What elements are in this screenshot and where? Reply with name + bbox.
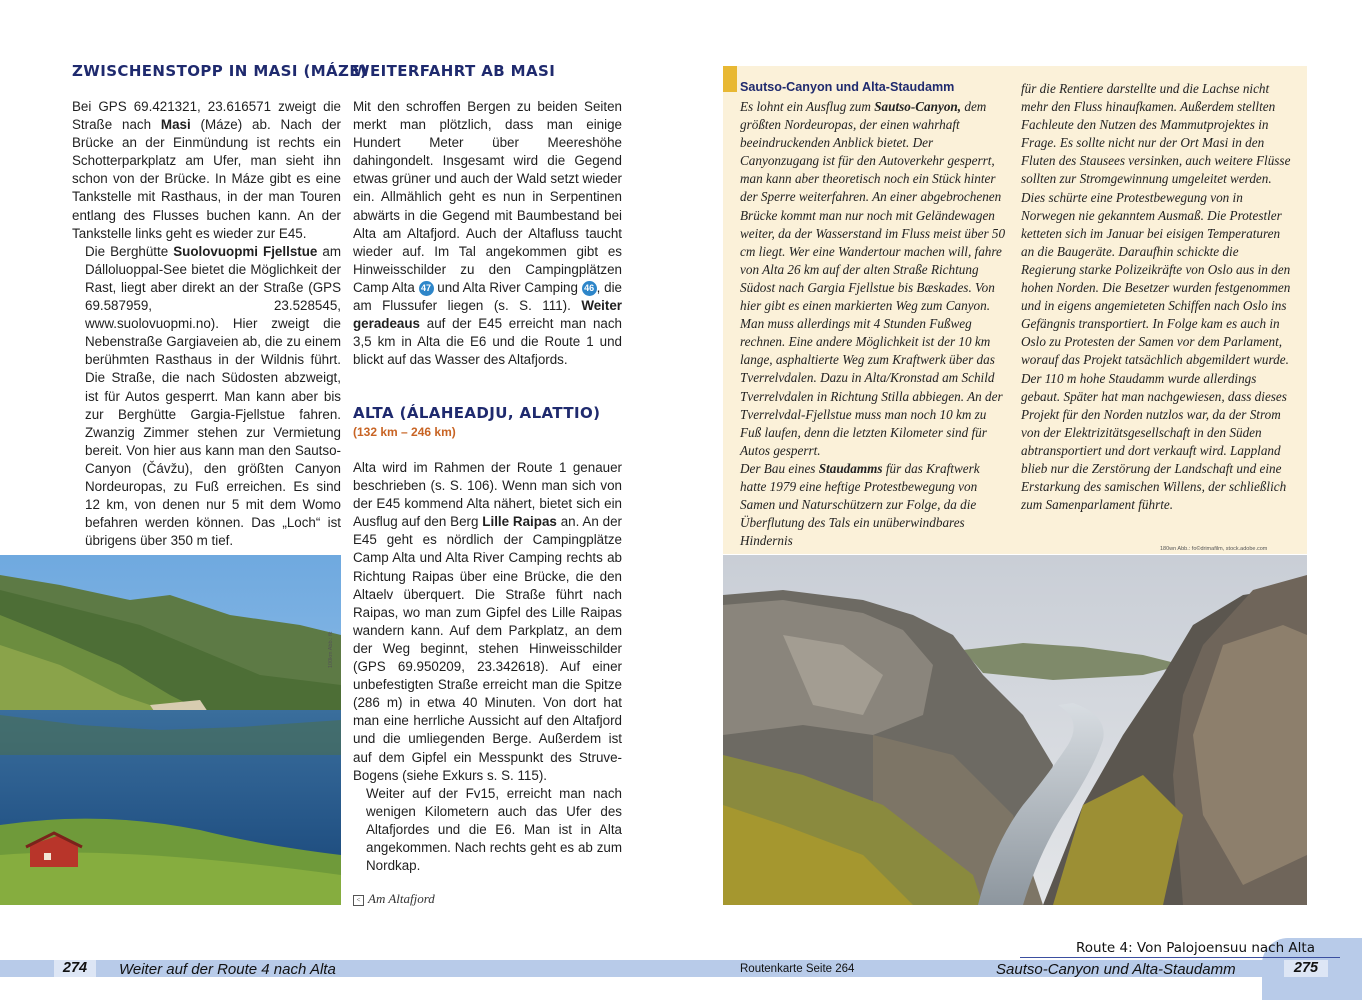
text-run: am Dálloluoppal-See bietet die Möglichkeit der Rast, liegt aber direkt an der Straße (GPS 69.587959, 23.528545, www.suolovuopmi.no). Hier zweigt die Nebenstraße Gargiaveien ab, die zu einem berühmten Rasthaus in der Wildnis führt. Die Straße, die nach Südosten abzweigt, ist für Autos gesperrt. Man kann aber bis zur Berghütte Gargia-Fjellstue fahren. Zwanzig Zimmer stehen zur Vermietung bereit. Von hier aus kann man den Sautso-Canyon (Čávžu), den größten Canyon Nordeuropas, zu Fuß erreichen. Es sind 12 km, von denen nur 5 mit dem Womo befahren werden können. Das „Loch“ ist übrigens über 350 m tief.	[85, 243, 341, 549]
text-column-2	[353, 98, 622, 369]
box-column-2	[1021, 80, 1293, 514]
box-accent-bar	[723, 66, 737, 92]
bold-term: Masi	[160, 117, 191, 133]
text-run: dem größten Nordeuropas, der einen wahrhaft beeindruckenden Anblick bietet. Der Canyonzugang ist für den Autoverkehr gesperrt, man kann aber theoretisch noch ein Stück hinter der Sperre weiterfahren. An einer abgebrochenen Brücke kommt man nur noch mit Geländewagen weiter, da der Wasserstand im Fluss meist über 50 cm liegt. Wer eine Wandertour machen will, fahre von Alta 26 km auf der alten Straße Richtung Südost nach Gargia Fjellstue bis Bæskades. Von hier gibt es einen markierten Weg zum Canyon. Man muss allerdings mit 4 Stunden Fußweg rechnen. Eine andere Möglichkeit ist der 10 km lange, asphaltierte Weg zum Kraftwerk über das Tverrelvdalen. Dazu in Alta/Kronstad am Schild Tverrelvdalen in Richtung Stilla abbiegen. An der Tverrelvdal-Fjellstue muss man noch 10 km zu Fuß laufen, denn die letzten Kilometer sind für Autos gesperrt.	[740, 99, 1006, 458]
section-heading-masi: ZWISCHENSTOPP IN MASI (MÁZE)	[72, 62, 368, 80]
text-run: Mit den schroffen Bergen zu beiden Seiten merkt man plötzlich, dass man einige Hundert Meter über Meereshöhe dahingondelt. Insgesamt wird die Gegend etwas grüner und auch der Wald setzt wieder ein. Allmählich geht es nun in Serpentinen abwärts in die Gegend mit Baumbestand bei Alta am Altafjord. Auch der Altafluss taucht wieder auf. Im Tal angekommen gibt es Hinweisschilder zu den Campingplätzen Camp Alta	[353, 99, 622, 295]
section-subheading-km: (132 km – 246 km)	[353, 425, 456, 439]
text-run: Die Berghütte	[85, 243, 174, 259]
page-number-right: 275	[1284, 960, 1328, 977]
route-title-rule	[1020, 957, 1340, 958]
poi-number-badge: 47	[419, 281, 434, 296]
text-run: für die Rentiere darstellte und die Lachse nicht mehr den Fluss hinaufkamen. Außerdem stellten Fachleute den Nutzen des Mammutprojektes in Frage. Es sollte nicht nur der Ort Masi in den Fluten des Stausees versinken, auch weitere Flüsse sollten zur Stromgewinnung umgeleitet werden. Dies schürte eine Protestbewegung von in Norwegen nie gekanntem Ausmaß. Die Protestler ketteten sich im Januar bei eisigen Temperaturen an die Baugeräte. Daraufhin schickte die Regierung starke Polizeikräfte von Oslo aus in den hohen Norden. Die Besetzer wurden festgenommen und in eigens angemieteten Schiffen nach Oslo ins Gefängnis transportiert. In Folge kam es auch in Oslo zu Protesten der Samen vor dem Parlament, worauf das Projekt tatsächlich abgemildert wurde. Der 110 m hohe Staudamm wurde allerdings gebaut. Später hat man nachgewiesen, dass dieses Projekt für den Norden nutzlos war, da der Strom von der Elektrizitätsgesellschaft in den Süden abtransportiert und dort verkauft wird. Lappland blieb nur die Zerstörung der Landschaft und eine Erstarkung des samischen Willens, der schließlich zum Samenparlament führte.	[1021, 81, 1291, 513]
paragraph-alta-2	[353, 785, 622, 875]
box-paragraph-2	[740, 460, 1008, 550]
footer-routenkarte: Routenkarte Seite 264	[740, 963, 855, 975]
text-run: Weiter auf der Fv15, erreicht man nach wenigen Kilometern auch das Ufer des Altafjordes und die E6. Man ist in Alta angekommen. Nach rechts geht es ab zum Nordkap.	[366, 785, 622, 874]
bold-term: Lille Raipas	[482, 514, 557, 530]
section-heading-alta: ALTA (ÁLAHEADJU, ALATTIO)	[353, 404, 601, 422]
box-paragraph-1	[740, 98, 1008, 460]
footer-left-text: Weiter auf der Route 4 nach Alta	[119, 961, 336, 978]
paragraph-masi-1	[72, 98, 341, 243]
caption-arrow-icon: <	[353, 895, 364, 906]
info-box	[723, 66, 1307, 554]
paragraph-masi-2	[72, 243, 341, 551]
paragraph-alta-1	[353, 459, 622, 785]
caption-text: Am Altafjord	[368, 891, 435, 906]
canyon-landscape-image	[723, 555, 1307, 905]
text-run: für das Kraftwerk hatte 1979 eine heftige Protestbewegung von Samen und Naturschützern zur Folge, da die Überflutung des Tals ein unüberwindbares Hindernis	[740, 460, 980, 549]
bold-term: Suolovuopmi Fjellstue	[173, 243, 318, 259]
box-title: Sautso-Canyon und Alta-Staudamm	[740, 80, 955, 94]
text-run: und Alta River Camping	[433, 279, 582, 295]
fjord-photo	[0, 555, 341, 905]
bold-term: Sautso-Canyon,	[874, 99, 962, 114]
text-run: Der Bau eines	[740, 460, 819, 476]
page-number-left: 274	[54, 960, 96, 977]
photo-credit-left: 100km Abb.: fk	[328, 631, 334, 668]
text-run: Bei GPS 69.421321, 23.616571 zweigt die Straße nach	[72, 99, 341, 133]
poi-number-badge: 46	[582, 281, 597, 296]
route-title: Route 4: Von Palojoensuu nach Alta	[1076, 940, 1315, 956]
text-column-1	[72, 98, 341, 550]
text-run: an. An der E45 geht es nördlich der Campingplätze Camp Alta und Alta River Camping rechts ab Richtung Raipas über eine Brücke, die den Altaelv überquert. Die Straße führt nach Raipas, wo man zum Gipfel des Lille Raipas wandern kann. Auf dem Parkplatz, an dem der Weg beginnt, stehen Hinweisschilder (GPS 69.950209, 23.342618). Auf einer unbefestigten Straße erreicht man die Spitze (286 m) in etwa 40 Minuten. Von dort hat man eine herrliche Aussicht auf den Altafjord und die umliegenden Berge. Außerdem ist auf dem Gipfel ein Messpunkt des Struve-Bogens (siehe Exkurs s. S. 115).	[353, 514, 622, 783]
section-heading-weiterfahrt: WEITERFAHRT AB MASI	[353, 62, 556, 80]
box-column-1	[740, 98, 1008, 550]
bold-term: Weiter geradeaus	[353, 298, 622, 332]
text-run: Es lohnt ein Ausflug zum	[740, 99, 875, 114]
photo-credit-right: 180wn Abb.: fo©drimafilm, stock.adobe.com	[1160, 546, 1268, 552]
canyon-photo	[723, 555, 1307, 905]
photo-caption	[353, 891, 435, 907]
text-run: auf der E45 erreicht man nach 3,5 km in Alta die E6 und die Route 1 und blickt auf das Wasser des Altafjords.	[353, 316, 622, 368]
footer-right-text: Sautso-Canyon und Alta-Staudamm	[996, 961, 1236, 978]
bold-term: Staudamms	[818, 460, 883, 476]
box-paragraph-3	[1021, 80, 1293, 514]
text-run: , die am Flussufer liegen (s. S. 111).	[353, 279, 622, 314]
text-run: Alta wird im Rahmen der Route 1 genauer beschrieben (s. S. 106). Wenn man sich von der E45 kommend Alta nähert, bietet sich ein Ausflug auf den Berg	[353, 460, 622, 530]
paragraph-weiterfahrt	[353, 98, 622, 369]
text-column-3	[353, 459, 622, 875]
text-run: (Máze) ab. Nach der Brücke an der Einmündung ist rechts ein Schotterparkplatz am Ufer, man sieht ihn schon von der Brücke. In Máze gibt es eine Tankstelle mit Rasthaus, in der man Touren entlang des Flusses buchen kann. An der Tankstelle links geht es wieder zur E45.	[72, 117, 341, 241]
fjord-landscape-image	[0, 555, 341, 905]
